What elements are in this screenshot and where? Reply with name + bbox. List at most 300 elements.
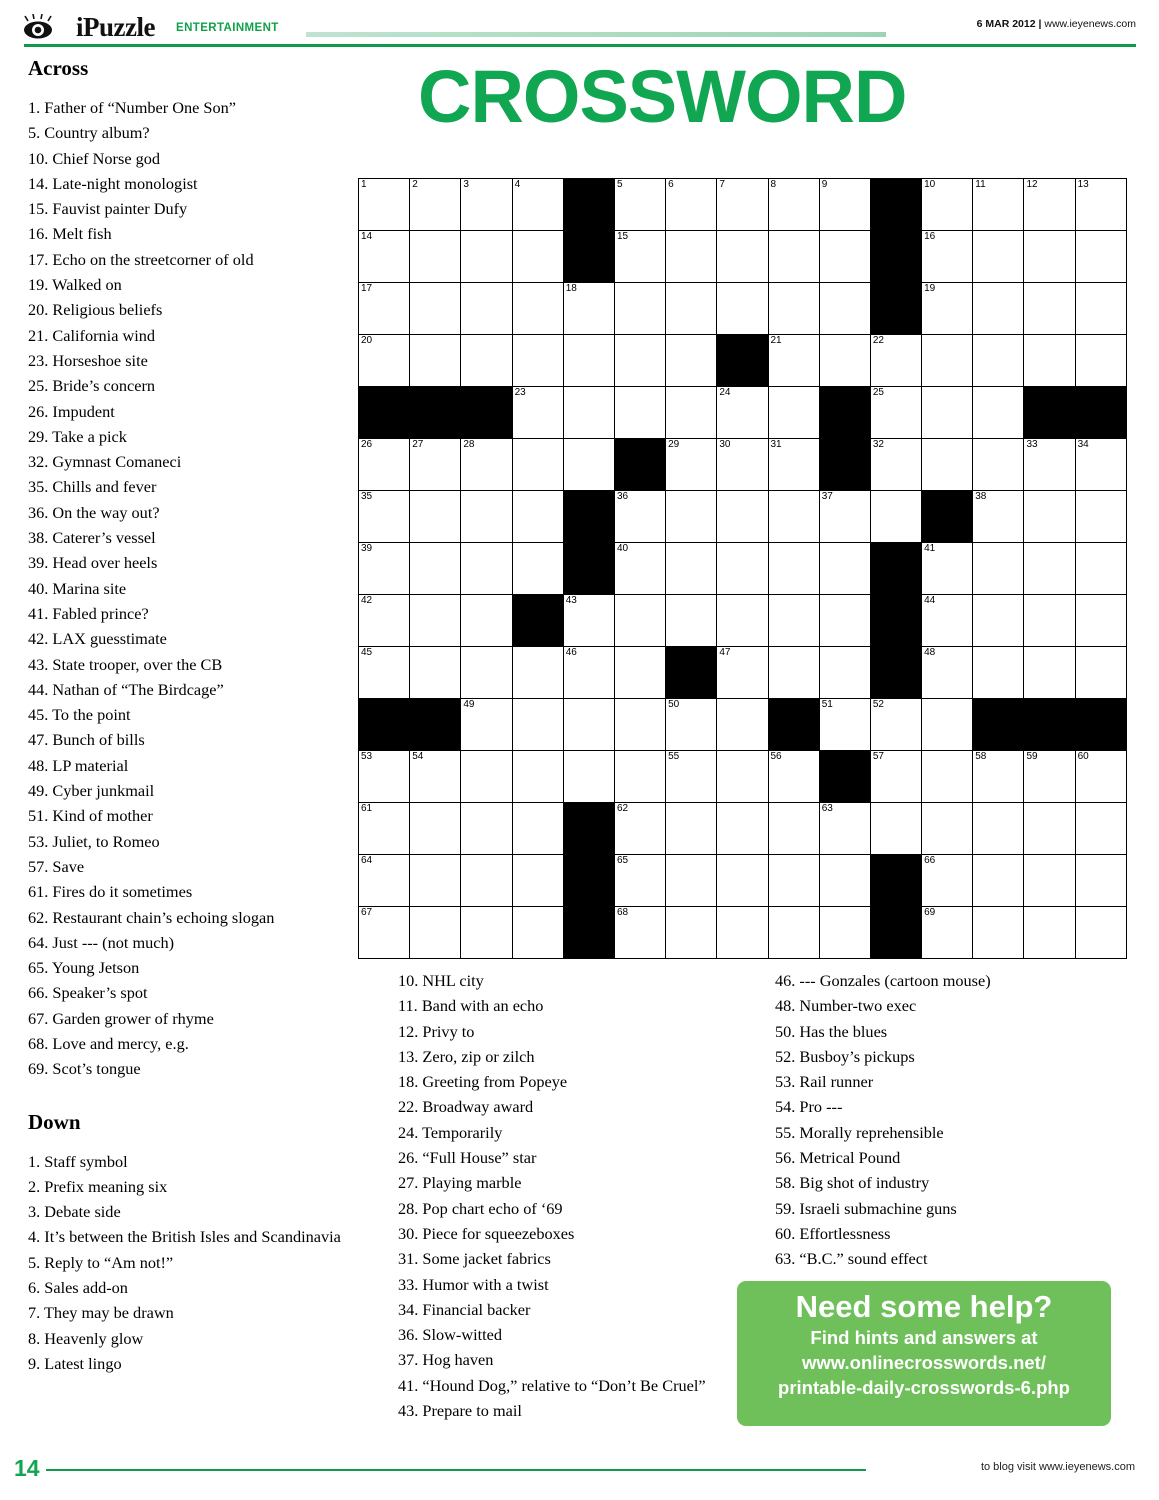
- grid-cell-number: 14: [361, 231, 373, 242]
- grid-cell[interactable]: [1075, 543, 1126, 595]
- grid-cell-block: [1024, 387, 1075, 439]
- grid-cell[interactable]: [870, 751, 921, 803]
- grid-cell[interactable]: [512, 179, 563, 231]
- grid-cell-block: [819, 387, 870, 439]
- grid-cell[interactable]: [973, 647, 1024, 699]
- grid-cell[interactable]: [1024, 491, 1075, 543]
- clue-across: 16. Melt fish: [28, 224, 112, 244]
- grid-cell[interactable]: [614, 647, 665, 699]
- grid-cell[interactable]: [563, 647, 614, 699]
- grid-cell-number: 37: [821, 491, 833, 502]
- grid-cell-block: [819, 751, 870, 803]
- grid-cell[interactable]: [768, 907, 819, 959]
- grid-cell[interactable]: [666, 855, 717, 907]
- grid-cell[interactable]: [666, 387, 717, 439]
- eye-logo-icon: [24, 14, 68, 40]
- clue-across: 41. Fabled prince?: [28, 603, 149, 623]
- grid-cell[interactable]: [1024, 439, 1075, 491]
- grid-cell-block: [563, 231, 614, 283]
- grid-cell[interactable]: [410, 231, 461, 283]
- clue-across: 67. Garden grower of rhyme: [28, 1008, 214, 1028]
- grid-cell-block: [563, 855, 614, 907]
- grid-cell[interactable]: [1075, 751, 1126, 803]
- grid-cell[interactable]: [717, 699, 768, 751]
- grid-cell[interactable]: [512, 387, 563, 439]
- clue-across: 42. LAX guesstimate: [28, 629, 167, 649]
- clue-across: 45. To the point: [28, 705, 131, 725]
- grid-cell[interactable]: [819, 855, 870, 907]
- grid-cell-number: 2: [412, 179, 418, 190]
- grid-cell[interactable]: [973, 179, 1024, 231]
- grid-cell[interactable]: [666, 595, 717, 647]
- grid-cell[interactable]: [922, 283, 973, 335]
- grid-cell[interactable]: [666, 543, 717, 595]
- grid-cell[interactable]: [614, 855, 665, 907]
- grid-cell[interactable]: [717, 283, 768, 335]
- grid-cell[interactable]: [717, 595, 768, 647]
- grid-cell[interactable]: [768, 335, 819, 387]
- down-clue-column-2: [398, 968, 728, 1423]
- grid-cell[interactable]: [1024, 231, 1075, 283]
- grid-cell[interactable]: [1075, 179, 1126, 231]
- grid-cell[interactable]: [563, 439, 614, 491]
- grid-cell[interactable]: [819, 803, 870, 855]
- grid-cell[interactable]: [819, 699, 870, 751]
- clue-down: 54. Pro ---: [775, 1097, 843, 1117]
- grid-cell[interactable]: [717, 751, 768, 803]
- section-tag: ENTERTAINMENT: [176, 22, 279, 34]
- grid-cell-number: 51: [821, 699, 833, 710]
- grid-cell-number: 68: [616, 907, 629, 918]
- grid-cell[interactable]: [666, 699, 717, 751]
- grid-cell[interactable]: [461, 231, 512, 283]
- clue-across: 48. LP material: [28, 755, 129, 775]
- grid-cell-number: 32: [872, 439, 884, 450]
- grid-cell[interactable]: [461, 335, 512, 387]
- down-clue-list-1: [28, 1149, 348, 1377]
- clue-down: 22. Broadway award: [398, 1097, 534, 1117]
- grid-cell[interactable]: [614, 491, 665, 543]
- grid-cell[interactable]: [461, 595, 512, 647]
- grid-cell[interactable]: [717, 647, 768, 699]
- grid-cell-number: 60: [1077, 751, 1089, 762]
- grid-cell[interactable]: [359, 595, 410, 647]
- footer-rule: [46, 1469, 866, 1471]
- grid-cell[interactable]: [1024, 335, 1075, 387]
- clue-down: 52. Busboy’s pickups: [775, 1046, 915, 1066]
- clue-across: 10. Chief Norse god: [28, 148, 161, 168]
- grid-cell[interactable]: [922, 179, 973, 231]
- grid-cell[interactable]: [717, 543, 768, 595]
- grid-cell[interactable]: [768, 855, 819, 907]
- grid-cell[interactable]: [512, 231, 563, 283]
- across-clue-list: [28, 95, 348, 1082]
- grid-cell[interactable]: [461, 179, 512, 231]
- grid-cell-number: 21: [770, 335, 782, 346]
- grid-cell[interactable]: [819, 179, 870, 231]
- grid-cell[interactable]: [614, 283, 665, 335]
- grid-cell[interactable]: [819, 231, 870, 283]
- grid-cell[interactable]: [1075, 803, 1126, 855]
- grid-cell[interactable]: [410, 855, 461, 907]
- clue-down: 2. Prefix meaning six: [28, 1176, 168, 1196]
- crossword-grid[interactable]: [358, 178, 1127, 942]
- grid-cell[interactable]: [1075, 335, 1126, 387]
- grid-cell[interactable]: [922, 647, 973, 699]
- grid-cell[interactable]: [717, 387, 768, 439]
- grid-cell[interactable]: [1075, 231, 1126, 283]
- grid-cell[interactable]: [512, 543, 563, 595]
- grid-cell[interactable]: [768, 803, 819, 855]
- grid-cell[interactable]: [819, 647, 870, 699]
- grid-cell[interactable]: [973, 543, 1024, 595]
- clue-down: 11. Band with an echo: [398, 996, 544, 1016]
- grid-cell[interactable]: [461, 439, 512, 491]
- grid-cell[interactable]: [973, 387, 1024, 439]
- grid-cell[interactable]: [768, 751, 819, 803]
- grid-cell[interactable]: [614, 595, 665, 647]
- grid-cell[interactable]: [973, 283, 1024, 335]
- crossword-grid-table[interactable]: [358, 178, 1127, 959]
- grid-cell-number: 15: [616, 231, 629, 242]
- grid-cell[interactable]: [973, 751, 1024, 803]
- grid-cell[interactable]: [410, 335, 461, 387]
- clue-across: 69. Scot’s tongue: [28, 1059, 141, 1079]
- grid-cell[interactable]: [666, 491, 717, 543]
- grid-cell[interactable]: [1024, 751, 1075, 803]
- grid-cell[interactable]: [614, 543, 665, 595]
- help-line-3[interactable]: printable-daily-crosswords-6.php: [778, 1377, 1070, 1398]
- grid-cell-block: [717, 335, 768, 387]
- grid-cell[interactable]: [1075, 283, 1126, 335]
- grid-cell[interactable]: [359, 855, 410, 907]
- grid-cell[interactable]: [359, 803, 410, 855]
- grid-cell[interactable]: [563, 283, 614, 335]
- grid-row: [359, 647, 1127, 699]
- help-line-2[interactable]: www.onlinecrosswords.net/: [802, 1352, 1046, 1373]
- grid-cell[interactable]: [666, 231, 717, 283]
- grid-cell[interactable]: [870, 491, 921, 543]
- grid-cell[interactable]: [870, 439, 921, 491]
- grid-cell-number: 26: [361, 439, 373, 450]
- grid-cell[interactable]: [1024, 179, 1075, 231]
- grid-cell-number: 28: [463, 439, 475, 450]
- grid-cell[interactable]: [410, 803, 461, 855]
- grid-cell[interactable]: [512, 647, 563, 699]
- grid-cell[interactable]: [768, 647, 819, 699]
- grid-cell[interactable]: [922, 595, 973, 647]
- grid-cell-number: 54: [412, 751, 424, 762]
- grid-cell-block: [870, 283, 921, 335]
- grid-cell[interactable]: [410, 647, 461, 699]
- grid-cell[interactable]: [1024, 803, 1075, 855]
- grid-cell[interactable]: [512, 699, 563, 751]
- grid-cell-number: 33: [1026, 439, 1038, 450]
- grid-cell[interactable]: [1075, 855, 1126, 907]
- grid-cell[interactable]: [768, 283, 819, 335]
- grid-cell[interactable]: [819, 595, 870, 647]
- grid-cell[interactable]: [614, 699, 665, 751]
- grid-cell[interactable]: [563, 335, 614, 387]
- clue-across: 38. Caterer’s vessel: [28, 528, 156, 548]
- grid-cell[interactable]: [922, 907, 973, 959]
- grid-cell[interactable]: [410, 595, 461, 647]
- grid-cell[interactable]: [666, 439, 717, 491]
- down-clue-list-2: [398, 968, 728, 1423]
- grid-cell[interactable]: [666, 803, 717, 855]
- grid-cell[interactable]: [512, 335, 563, 387]
- clue-down: 46. --- Gonzales (cartoon mouse): [775, 971, 991, 990]
- clue-down: 28. Pop chart echo of ‘69: [398, 1198, 563, 1218]
- grid-cell[interactable]: [614, 179, 665, 231]
- grid-cell[interactable]: [922, 439, 973, 491]
- grid-cell[interactable]: [563, 699, 614, 751]
- grid-cell[interactable]: [563, 595, 614, 647]
- grid-cell[interactable]: [512, 283, 563, 335]
- grid-cell[interactable]: [359, 179, 410, 231]
- grid-cell-number: 46: [565, 647, 577, 658]
- grid-cell[interactable]: [819, 907, 870, 959]
- grid-cell[interactable]: [973, 907, 1024, 959]
- grid-cell[interactable]: [973, 595, 1024, 647]
- grid-cell[interactable]: [359, 335, 410, 387]
- grid-cell-number: 29: [668, 439, 680, 450]
- grid-cell-number: 19: [924, 283, 936, 294]
- grid-cell[interactable]: [870, 387, 921, 439]
- grid-cell-number: 12: [1026, 179, 1038, 190]
- grid-cell[interactable]: [563, 387, 614, 439]
- clue-across: 51. Kind of mother: [28, 806, 153, 826]
- grid-cell[interactable]: [922, 387, 973, 439]
- grid-cell[interactable]: [410, 439, 461, 491]
- grid-cell[interactable]: [1024, 647, 1075, 699]
- grid-cell[interactable]: [973, 803, 1024, 855]
- grid-cell[interactable]: [461, 699, 512, 751]
- grid-cell[interactable]: [870, 699, 921, 751]
- grid-cell[interactable]: [922, 231, 973, 283]
- grid-cell[interactable]: [461, 543, 512, 595]
- grid-cell[interactable]: [512, 907, 563, 959]
- grid-cell[interactable]: [1024, 907, 1075, 959]
- grid-cell[interactable]: [870, 803, 921, 855]
- grid-cell-number: 65: [616, 855, 629, 866]
- grid-row: [359, 595, 1127, 647]
- grid-cell[interactable]: [922, 751, 973, 803]
- grid-cell[interactable]: [973, 855, 1024, 907]
- grid-cell[interactable]: [922, 335, 973, 387]
- grid-cell[interactable]: [819, 491, 870, 543]
- grid-cell[interactable]: [1075, 647, 1126, 699]
- grid-cell-number: 40: [616, 543, 629, 554]
- grid-row: [359, 699, 1127, 751]
- grid-cell-block: [410, 387, 461, 439]
- down-clue-list-3: [775, 968, 1115, 1272]
- grid-cell-block: [359, 699, 410, 751]
- grid-cell[interactable]: [1075, 595, 1126, 647]
- grid-row: [359, 283, 1127, 335]
- grid-cell-number: 48: [924, 647, 936, 658]
- grid-cell-block: [870, 231, 921, 283]
- grid-cell[interactable]: [768, 491, 819, 543]
- header-gradient-rule: [306, 32, 886, 37]
- grid-cell[interactable]: [717, 231, 768, 283]
- clue-across: 20. Religious beliefs: [28, 300, 163, 320]
- clue-down: 37. Hog haven: [398, 1350, 494, 1370]
- clue-across: 15. Fauvist painter Dufy: [28, 199, 188, 219]
- clue-across: 17. Echo on the streetcorner of old: [28, 249, 254, 269]
- grid-cell-number: 56: [770, 751, 782, 762]
- grid-cell-number: 69: [924, 907, 936, 918]
- clue-down: 8. Heavenly glow: [28, 1328, 144, 1348]
- grid-cell[interactable]: [666, 283, 717, 335]
- grid-cell[interactable]: [461, 803, 512, 855]
- grid-cell-number: 17: [361, 283, 373, 294]
- grid-cell[interactable]: [768, 595, 819, 647]
- grid-cell[interactable]: [461, 751, 512, 803]
- grid-cell[interactable]: [461, 283, 512, 335]
- grid-cell[interactable]: [1024, 595, 1075, 647]
- clue-across: 1. Father of “Number One Son”: [28, 98, 236, 117]
- grid-cell[interactable]: [614, 907, 665, 959]
- grid-cell-block: [563, 543, 614, 595]
- grid-cell[interactable]: [768, 543, 819, 595]
- grid-row: [359, 543, 1127, 595]
- grid-cell-number: 24: [719, 387, 731, 398]
- grid-cell-number: 50: [668, 699, 680, 710]
- grid-cell[interactable]: [461, 855, 512, 907]
- clue-down: 36. Slow-witted: [398, 1325, 503, 1345]
- grid-cell[interactable]: [717, 907, 768, 959]
- grid-cell[interactable]: [666, 179, 717, 231]
- grid-cell-number: 7: [719, 179, 725, 190]
- grid-cell[interactable]: [666, 907, 717, 959]
- down-clue-column-3: [775, 968, 1115, 1272]
- grid-cell-block: [563, 803, 614, 855]
- grid-cell[interactable]: [870, 335, 921, 387]
- across-clue-column: [28, 56, 348, 1376]
- clue-across: 47. Bunch of bills: [28, 730, 145, 750]
- grid-cell[interactable]: [1075, 907, 1126, 959]
- grid-cell[interactable]: [768, 387, 819, 439]
- grid-cell[interactable]: [359, 491, 410, 543]
- grid-cell[interactable]: [819, 335, 870, 387]
- grid-cell[interactable]: [973, 439, 1024, 491]
- grid-cell-number: 8: [770, 179, 777, 190]
- grid-cell[interactable]: [410, 283, 461, 335]
- grid-cell[interactable]: [819, 283, 870, 335]
- clue-across: 39. Head over heels: [28, 553, 158, 573]
- grid-cell-block: [563, 491, 614, 543]
- grid-cell[interactable]: [922, 803, 973, 855]
- grid-cell[interactable]: [512, 855, 563, 907]
- grid-cell[interactable]: [410, 751, 461, 803]
- grid-cell[interactable]: [717, 179, 768, 231]
- grid-cell[interactable]: [359, 283, 410, 335]
- grid-cell[interactable]: [666, 751, 717, 803]
- grid-cell[interactable]: [717, 803, 768, 855]
- grid-cell-number: 49: [463, 699, 475, 710]
- grid-cell-number: 9: [821, 179, 828, 190]
- grid-cell[interactable]: [614, 751, 665, 803]
- clue-across: 65. Young Jetson: [28, 958, 140, 978]
- grid-cell[interactable]: [359, 439, 410, 491]
- grid-cell[interactable]: [768, 179, 819, 231]
- grid-cell[interactable]: [614, 803, 665, 855]
- grid-cell[interactable]: [1075, 439, 1126, 491]
- clue-down: 12. Privy to: [398, 1021, 475, 1041]
- grid-cell[interactable]: [359, 751, 410, 803]
- grid-cell-block: [870, 647, 921, 699]
- brand-title: [76, 12, 155, 43]
- grid-cell[interactable]: [461, 907, 512, 959]
- grid-cell[interactable]: [666, 335, 717, 387]
- clue-across: 49. Cyber junkmail: [28, 781, 155, 801]
- header-rule: [24, 44, 1136, 47]
- grid-cell[interactable]: [512, 751, 563, 803]
- grid-cell-block: [461, 387, 512, 439]
- grid-cell[interactable]: [768, 231, 819, 283]
- header-site: www.ieyenews.com: [1044, 18, 1136, 30]
- grid-cell[interactable]: [973, 491, 1024, 543]
- grid-cell[interactable]: [512, 803, 563, 855]
- clue-down: 33. Humor with a twist: [398, 1274, 549, 1294]
- grid-cell[interactable]: [512, 439, 563, 491]
- grid-cell[interactable]: [359, 907, 410, 959]
- grid-cell[interactable]: [768, 439, 819, 491]
- grid-cell[interactable]: [359, 543, 410, 595]
- grid-cell[interactable]: [410, 179, 461, 231]
- grid-cell-number: 62: [616, 803, 629, 814]
- grid-cell[interactable]: [359, 231, 410, 283]
- grid-cell[interactable]: [410, 543, 461, 595]
- grid-cell[interactable]: [717, 439, 768, 491]
- grid-cell[interactable]: [819, 543, 870, 595]
- grid-cell[interactable]: [410, 491, 461, 543]
- grid-cell[interactable]: [614, 335, 665, 387]
- grid-cell-block: [1075, 387, 1126, 439]
- clue-down: 3. Debate side: [28, 1202, 121, 1222]
- clue-down: 31. Some jacket fabrics: [398, 1249, 551, 1269]
- grid-cell[interactable]: [1024, 543, 1075, 595]
- grid-cell[interactable]: [922, 855, 973, 907]
- grid-cell[interactable]: [1075, 491, 1126, 543]
- clue-across: 57. Save: [28, 856, 85, 876]
- grid-cell-number: 25: [872, 387, 884, 398]
- grid-cell[interactable]: [512, 491, 563, 543]
- grid-cell[interactable]: [359, 647, 410, 699]
- grid-cell[interactable]: [973, 335, 1024, 387]
- grid-cell[interactable]: [410, 907, 461, 959]
- grid-cell[interactable]: [1024, 855, 1075, 907]
- grid-cell[interactable]: [922, 699, 973, 751]
- grid-cell[interactable]: [922, 543, 973, 595]
- grid-cell[interactable]: [717, 855, 768, 907]
- grid-cell-number: 38: [975, 491, 987, 502]
- grid-cell[interactable]: [973, 231, 1024, 283]
- grid-cell-number: 16: [924, 231, 936, 242]
- grid-cell[interactable]: [1024, 283, 1075, 335]
- grid-cell-number: 57: [872, 751, 884, 762]
- grid-cell[interactable]: [614, 387, 665, 439]
- grid-cell[interactable]: [563, 751, 614, 803]
- grid-cell[interactable]: [717, 491, 768, 543]
- grid-cell-number: 3: [463, 179, 469, 190]
- clue-down: 48. Number-two exec: [775, 996, 917, 1016]
- grid-cell[interactable]: [461, 491, 512, 543]
- grid-cell[interactable]: [614, 231, 665, 283]
- grid-cell-number: 30: [719, 439, 731, 450]
- grid-cell[interactable]: [461, 647, 512, 699]
